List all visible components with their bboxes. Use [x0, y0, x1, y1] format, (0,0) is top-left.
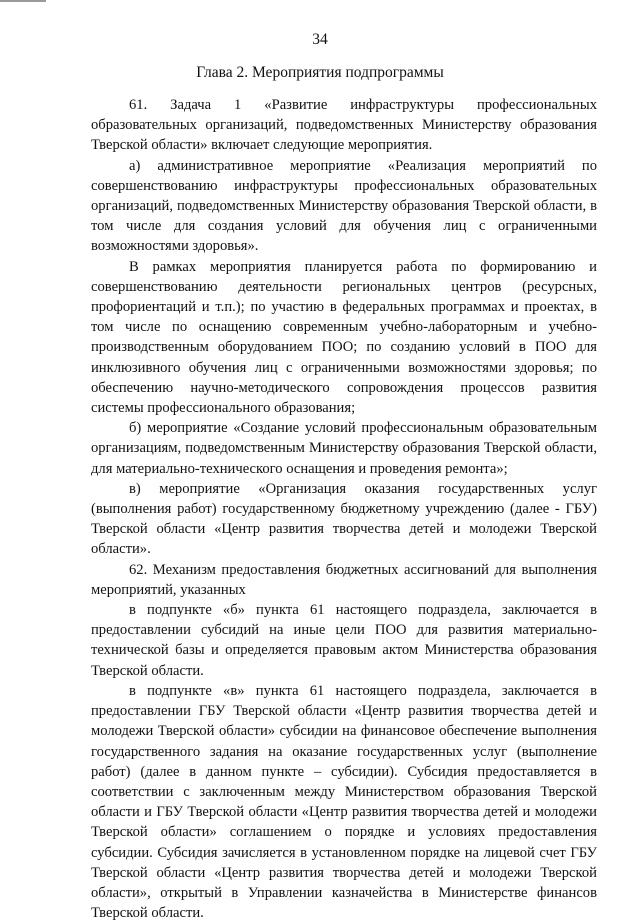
paragraph-mechanism-62: 62. Механизм предоставления бюджетных ассигнований для выполнения мероприятий, указанных — [91, 561, 597, 598]
paragraph-item-a: а) административное мероприятие «Реализация мероприятий по совершенствованию инфраструктуры профессиональных образовательных организаций, подведомственных Министерству образования Тверской области, в том числе для создания условий для обучения лиц с ограниченными возможностями здоровья». — [91, 157, 597, 255]
scan-corner-mark — [0, 0, 46, 2]
paragraph-item-b: б) мероприятие «Создание условий профессиональным образовательным организациям, подведомственным Министерству образования Тверской области, для материально-технического оснащения и проведения ремонта»; — [91, 420, 597, 477]
chapter-title: Глава 2. Мероприятия подпрограммы — [196, 64, 444, 81]
paragraph-activity-scope: В рамках мероприятия планируется работа по формированию и совершенствованию деятельности региональных центров (ресурсных, профориентаций и т.п.); по участию в федеральных программах и проектах, в том числе по оснащению современным учебно-лабораторным и учебно-производственным оборудованием ПОО; по созданию условий в ПОО для инклюзивного обучения лиц с ограниченными возможностями здоровья; по обеспечению научно-методического сопровождения процессов развития системы профессионального образования; — [91, 258, 597, 417]
document-body — [91, 95, 597, 923]
paragraph-subitem-v: в подпункте «в» пункта 61 настоящего подраздела, заключается в предоставлении ГБУ Тверской области «Центр развития творчества детей и молодежи Тверской области» субсидии на финансовое обеспечение выполнения государственного задания на оказание государственных услуг (выполнение работ) (далее в данном пункте – субсидии). Субсидия предоставляется в соответствии с заключенным между Министерством образования Тверской области и ГБУ Тверской области «Центр развития творчества детей и молодежи Тверской области» соглашением о порядке и условиях предоставления субсидии. Субсидия зачисляется в установленном порядке на лицевой счет ГБУ Тверской области «Центр развития творчества детей и молодежи Тверской области», открытый в Управлении казначейства в Министерстве финансов Тверской области. — [91, 682, 597, 922]
paragraph-subitem-b: в подпункте «б» пункта 61 настоящего подраздела, заключается в предоставлении субсидий на иные цели ПОО для развития материально-технической базы и определяется правовым актом Министерства образования Тверской области. — [91, 602, 597, 679]
paragraph-task-61: 61. Задача 1 «Развитие инфраструктуры профессиональных образовательных организаций, подведомственных Министерству образования Тверской области» включает следующие мероприятия. — [91, 97, 597, 154]
page-number: 34 — [312, 31, 328, 48]
paragraph-item-v: в) мероприятие «Организация оказания государственных услуг (выполнения работ) государственному бюджетному учреждению (далее - ГБУ) Тверской области «Центр развития творчества детей и молодежи Тверской области». — [91, 480, 597, 558]
